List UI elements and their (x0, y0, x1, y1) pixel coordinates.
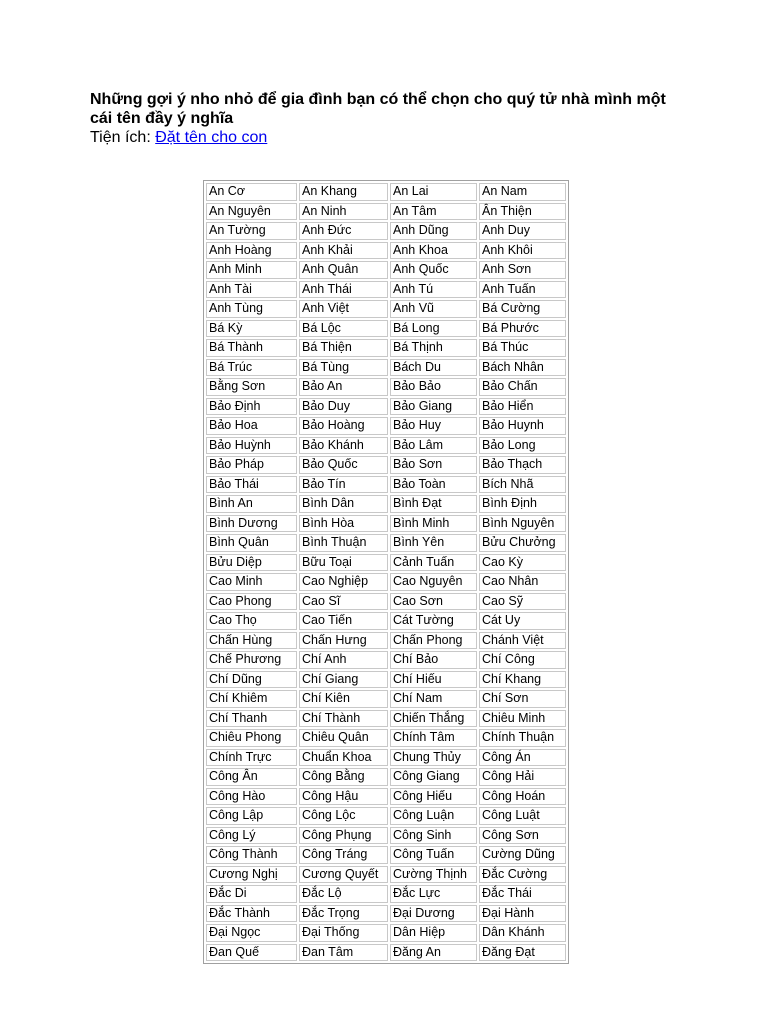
name-cell: Bảo Quốc (299, 456, 388, 474)
table-row (206, 339, 566, 357)
name-cell: Công Thành (206, 846, 297, 864)
name-cell: Bảo Hiển (479, 398, 566, 416)
name-cell: Đắc Di (206, 885, 297, 903)
name-cell: Bảo Hoàng (299, 417, 388, 435)
name-cell: Cao Nhân (479, 573, 566, 591)
table-row (206, 495, 566, 513)
table-row (206, 242, 566, 260)
names-table (203, 180, 569, 964)
name-cell: Công Hào (206, 788, 297, 806)
name-cell: Bảo Hoa (206, 417, 297, 435)
table-row (206, 573, 566, 591)
table-row (206, 300, 566, 318)
name-cell: An Tường (206, 222, 297, 240)
table-row (206, 222, 566, 240)
table-row (206, 944, 566, 962)
name-cell: Anh Quốc (390, 261, 477, 279)
table-row (206, 905, 566, 923)
name-cell: Bách Nhân (479, 359, 566, 377)
name-cell: Bảo Thạch (479, 456, 566, 474)
page-title: Những gợi ý nho nhỏ để gia đình bạn có thể chọn cho quý tử nhà mình một cái tên đầy ý nghĩa (90, 91, 666, 127)
table-row (206, 788, 566, 806)
utility-label: Tiện ích: (90, 129, 156, 146)
name-cell: Đắc Thái (479, 885, 566, 903)
name-cell: Bình Hòa (299, 515, 388, 533)
name-cell: Chính Thuận (479, 729, 566, 747)
name-cell: Bá Cường (479, 300, 566, 318)
name-cell: Bá Tùng (299, 359, 388, 377)
name-cell: Anh Vũ (390, 300, 477, 318)
name-cell: Bích Nhã (479, 476, 566, 494)
table-row (206, 749, 566, 767)
name-cell: Cường Dũng (479, 846, 566, 864)
name-cell: Bảo Toàn (390, 476, 477, 494)
table-row (206, 885, 566, 903)
name-cell: Chiêu Minh (479, 710, 566, 728)
name-cell: Bá Thiện (299, 339, 388, 357)
table-row (206, 554, 566, 572)
name-cell: Bửu Diệp (206, 554, 297, 572)
name-cell: Bảo Tín (299, 476, 388, 494)
table-row (206, 710, 566, 728)
name-cell: Bình Dân (299, 495, 388, 513)
name-cell: Anh Minh (206, 261, 297, 279)
name-cell: Bá Thúc (479, 339, 566, 357)
name-cell: Công Hậu (299, 788, 388, 806)
name-cell: Đại Thống (299, 924, 388, 942)
name-cell: Công Luật (479, 807, 566, 825)
name-cell: Bình Minh (390, 515, 477, 533)
table-row (206, 924, 566, 942)
table-row (206, 632, 566, 650)
name-cell: Bảo Pháp (206, 456, 297, 474)
name-cell: Công Lý (206, 827, 297, 845)
name-cell: Bá Thịnh (390, 339, 477, 357)
name-cell: Bá Phước (479, 320, 566, 338)
name-cell: Chí Khang (479, 671, 566, 689)
name-cell: Bình Thuận (299, 534, 388, 552)
table-row (206, 359, 566, 377)
name-cell: Cao Kỳ (479, 554, 566, 572)
name-cell: Bảo Giang (390, 398, 477, 416)
name-cell: Công Ân (206, 768, 297, 786)
name-cell: Cát Uy (479, 612, 566, 630)
name-cell: Chí Sơn (479, 690, 566, 708)
name-cell: Đắc Cường (479, 866, 566, 884)
name-cell: Cương Quyết (299, 866, 388, 884)
table-row (206, 320, 566, 338)
name-cell: Đan Tâm (299, 944, 388, 962)
name-cell: Chí Dũng (206, 671, 297, 689)
name-cell: Chiêu Quân (299, 729, 388, 747)
name-cell: Chí Anh (299, 651, 388, 669)
name-cell: Anh Quân (299, 261, 388, 279)
name-cell: Bá Lộc (299, 320, 388, 338)
name-cell: An Tâm (390, 203, 477, 221)
name-cell: Cao Sĩ (299, 593, 388, 611)
name-cell: Anh Tùng (206, 300, 297, 318)
name-cell: Anh Khoa (390, 242, 477, 260)
name-cell: Chiến Thắng (390, 710, 477, 728)
name-cell: Công Hải (479, 768, 566, 786)
name-cell: Bảo Huy (390, 417, 477, 435)
name-cell: Cường Thịnh (390, 866, 477, 884)
name-cell: Bảo Khánh (299, 437, 388, 455)
name-cell: Chí Khiêm (206, 690, 297, 708)
name-cell: Chế Phương (206, 651, 297, 669)
name-cell: Công Bằng (299, 768, 388, 786)
name-cell: Bách Du (390, 359, 477, 377)
name-cell: Công Phụng (299, 827, 388, 845)
name-cell: Đăng An (390, 944, 477, 962)
name-cell: Bằng Sơn (206, 378, 297, 396)
name-cell: Chí Kiên (299, 690, 388, 708)
name-cell: Đắc Thành (206, 905, 297, 923)
table-row (206, 768, 566, 786)
name-cell: Bảo Long (479, 437, 566, 455)
name-cell: An Khang (299, 183, 388, 201)
name-cell: Bảo Chấn (479, 378, 566, 396)
name-cell: Chí Thanh (206, 710, 297, 728)
name-cell: Công Lập (206, 807, 297, 825)
name-cell: Dân Hiệp (390, 924, 477, 942)
name-cell: Bảo Huỳnh (206, 437, 297, 455)
name-cell: Chánh Việt (479, 632, 566, 650)
name-cell: Chung Thủy (390, 749, 477, 767)
name-cell: Chí Hiếu (390, 671, 477, 689)
utility-line (90, 128, 690, 147)
table-row (206, 476, 566, 494)
page-heading (90, 90, 690, 147)
name-cell: Chấn Hùng (206, 632, 297, 650)
name-cell: Cao Tiến (299, 612, 388, 630)
name-cell: Anh Tú (390, 281, 477, 299)
name-cell: Chiêu Phong (206, 729, 297, 747)
name-cell: Cao Sỹ (479, 593, 566, 611)
table-row (206, 456, 566, 474)
name-cell: Công Tuấn (390, 846, 477, 864)
name-cell: Bình Quân (206, 534, 297, 552)
name-cell: Chính Tâm (390, 729, 477, 747)
name-cell: Cao Minh (206, 573, 297, 591)
name-cell: Ân Thiện (479, 203, 566, 221)
name-cell: Cảnh Tuấn (390, 554, 477, 572)
table-row (206, 378, 566, 396)
table-row (206, 261, 566, 279)
table-row (206, 807, 566, 825)
table-row (206, 651, 566, 669)
name-cell: Công Sinh (390, 827, 477, 845)
name-cell: Đan Quế (206, 944, 297, 962)
name-cell: Cao Nguyên (390, 573, 477, 591)
name-cell: An Lai (390, 183, 477, 201)
table-row (206, 534, 566, 552)
table-row (206, 515, 566, 533)
name-cell: Công Giang (390, 768, 477, 786)
name-cell: Chí Nam (390, 690, 477, 708)
name-cell: Công Sơn (479, 827, 566, 845)
name-cell: Bình Yên (390, 534, 477, 552)
name-cell: Chí Thành (299, 710, 388, 728)
name-cell: Công Tráng (299, 846, 388, 864)
table-row (206, 203, 566, 221)
table-row (206, 417, 566, 435)
name-cell: Công Lộc (299, 807, 388, 825)
name-cell: Chuẩn Khoa (299, 749, 388, 767)
name-cell: Bảo An (299, 378, 388, 396)
name-cell: Cao Thọ (206, 612, 297, 630)
name-cell: Đại Dương (390, 905, 477, 923)
name-cell: Anh Thái (299, 281, 388, 299)
name-cell: Bữu Toại (299, 554, 388, 572)
name-cell: Anh Hoàng (206, 242, 297, 260)
name-cell: Bửu Chưởng (479, 534, 566, 552)
name-cell: Bảo Huynh (479, 417, 566, 435)
name-cell: Chí Công (479, 651, 566, 669)
table-row (206, 729, 566, 747)
name-cell: Bảo Sơn (390, 456, 477, 474)
table-row (206, 827, 566, 845)
name-cell: Bảo Lâm (390, 437, 477, 455)
name-cell: Anh Dũng (390, 222, 477, 240)
name-cell: Bảo Bảo (390, 378, 477, 396)
table-row (206, 671, 566, 689)
name-cell: Bá Thành (206, 339, 297, 357)
name-cell: An Nguyên (206, 203, 297, 221)
name-cell: Bảo Định (206, 398, 297, 416)
name-cell: Anh Sơn (479, 261, 566, 279)
name-cell: Anh Tuấn (479, 281, 566, 299)
name-cell: Anh Đức (299, 222, 388, 240)
name-cell: An Nam (479, 183, 566, 201)
name-cell: Chấn Hưng (299, 632, 388, 650)
name-cell: Chí Bảo (390, 651, 477, 669)
table-row (206, 846, 566, 864)
name-cell: Bảo Duy (299, 398, 388, 416)
name-cell: Bảo Thái (206, 476, 297, 494)
name-cell: Bá Long (390, 320, 477, 338)
name-cell: Bá Trúc (206, 359, 297, 377)
name-cell: Anh Khôi (479, 242, 566, 260)
name-cell: Cát Tường (390, 612, 477, 630)
name-cell: An Cơ (206, 183, 297, 201)
name-cell: Đăng Đạt (479, 944, 566, 962)
name-cell: Anh Việt (299, 300, 388, 318)
table-row (206, 690, 566, 708)
name-cell: Anh Tài (206, 281, 297, 299)
name-cell: Cao Sơn (390, 593, 477, 611)
name-cell: Bình Nguyên (479, 515, 566, 533)
table-row (206, 281, 566, 299)
name-cell: Dân Khánh (479, 924, 566, 942)
name-cell: Công Hiếu (390, 788, 477, 806)
name-cell: Đại Hành (479, 905, 566, 923)
table-row (206, 398, 566, 416)
name-cell: An Ninh (299, 203, 388, 221)
name-cell: Bá Kỳ (206, 320, 297, 338)
table-row (206, 437, 566, 455)
name-cell: Chính Trực (206, 749, 297, 767)
name-cell: Công Án (479, 749, 566, 767)
name-cell: Cao Nghiệp (299, 573, 388, 591)
table-row (206, 612, 566, 630)
name-cell: Đắc Trọng (299, 905, 388, 923)
name-cell: Anh Khải (299, 242, 388, 260)
name-cell: Công Hoán (479, 788, 566, 806)
name-child-link[interactable]: Đặt tên cho con (155, 129, 268, 146)
name-cell: Bình Dương (206, 515, 297, 533)
name-cell: Đại Ngọc (206, 924, 297, 942)
name-cell: Chí Giang (299, 671, 388, 689)
table-row (206, 866, 566, 884)
name-cell: Anh Duy (479, 222, 566, 240)
name-cell: Bình An (206, 495, 297, 513)
name-cell: Cương Nghị (206, 866, 297, 884)
name-cell: Bình Đạt (390, 495, 477, 513)
name-cell: Công Luận (390, 807, 477, 825)
name-cell: Chấn Phong (390, 632, 477, 650)
name-cell: Đắc Lực (390, 885, 477, 903)
name-cell: Bình Định (479, 495, 566, 513)
table-row (206, 183, 566, 201)
name-cell: Đắc Lộ (299, 885, 388, 903)
name-cell: Cao Phong (206, 593, 297, 611)
table-row (206, 593, 566, 611)
